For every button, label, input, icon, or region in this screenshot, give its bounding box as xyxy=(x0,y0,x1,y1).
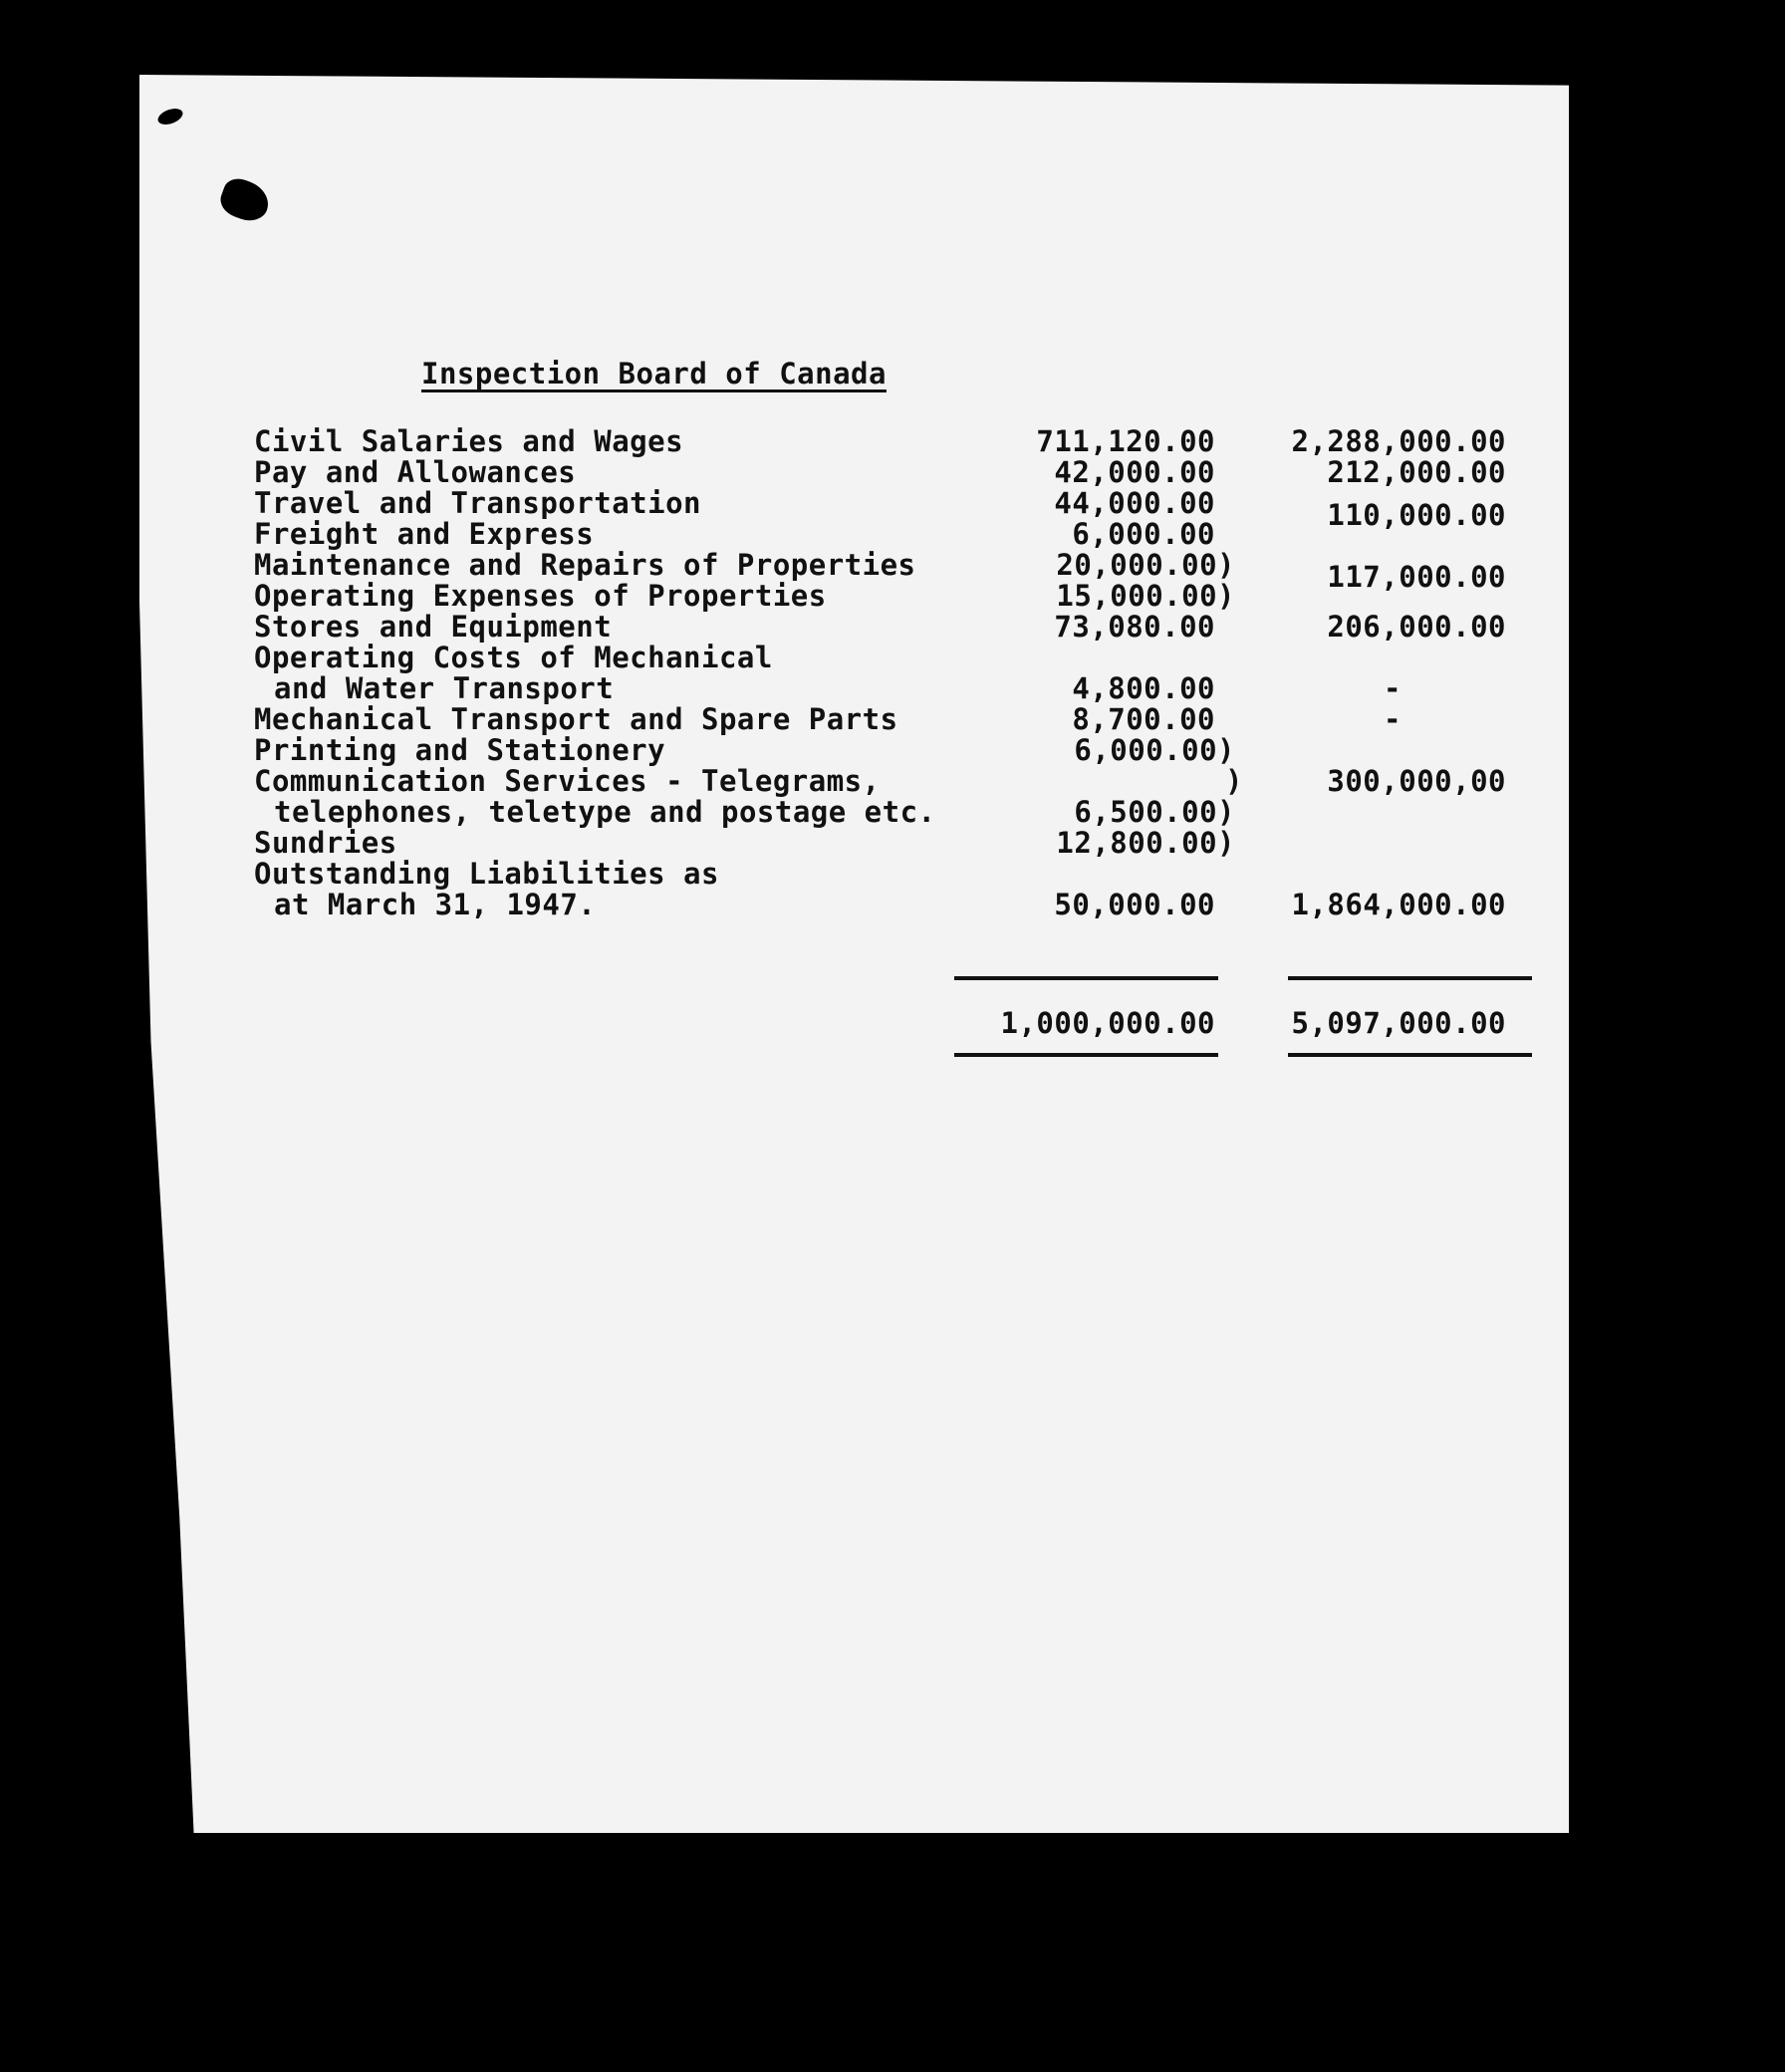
amount-col2: 2,288,000.00 xyxy=(1291,424,1506,458)
amount-col2: 300,000,00 xyxy=(1327,764,1506,798)
row-label: at March 31, 1947. xyxy=(274,888,597,921)
row-label: telephones, teletype and postage etc. xyxy=(274,795,936,829)
amount-col1: 73,080.00 xyxy=(1054,610,1215,644)
row-label: Freight and Express xyxy=(254,517,595,551)
amount-col1: 50,000.00 xyxy=(1054,888,1215,921)
document-title: Inspection Board of Canada xyxy=(421,357,887,390)
row-label: Mechanical Transport and Spare Parts xyxy=(254,702,898,736)
amount-col1: 15,000.00) xyxy=(1056,579,1235,613)
total-col2: 5,097,000.00 xyxy=(1291,1006,1506,1040)
amount-col2: 110,000.00 xyxy=(1327,498,1506,532)
amount-col1: 6,000.00 xyxy=(1072,517,1215,551)
amount-col2: 206,000.00 xyxy=(1327,610,1506,644)
row-label: Maintenance and Repairs of Properties xyxy=(254,548,916,582)
row-label: Communication Services - Telegrams, xyxy=(254,764,881,798)
subtotal-rule-col1 xyxy=(954,976,1218,980)
amount-col1: 711,120.00 xyxy=(1036,424,1215,458)
row-label: Travel and Transportation xyxy=(254,486,701,520)
amount-col2: 1,864,000.00 xyxy=(1291,888,1506,921)
row-label: Operating Costs of Mechanical xyxy=(254,641,773,674)
row-label: and Water Transport xyxy=(274,671,615,705)
row-label: Stores and Equipment xyxy=(254,610,613,644)
amount-col1: 44,000.00 xyxy=(1054,486,1215,520)
row-label: Sundries xyxy=(254,826,397,860)
amount-col1: 6,500.00) xyxy=(1074,795,1235,829)
amount-col1: 12,800.00) xyxy=(1056,826,1235,860)
amount-col2: 212,000.00 xyxy=(1327,455,1506,489)
row-label: Operating Expenses of Properties xyxy=(254,579,827,613)
amount-col1: 20,000.00) xyxy=(1056,548,1235,582)
amount-col2: 117,000.00 xyxy=(1327,560,1506,594)
amount-col2: - xyxy=(1384,671,1402,705)
amount-col1: 4,800.00 xyxy=(1072,671,1215,705)
total-rule-col1 xyxy=(954,1053,1218,1057)
total-rule-col2 xyxy=(1288,1053,1532,1057)
amount-col1: 42,000.00 xyxy=(1054,455,1215,489)
amount-col1: 8,700.00 xyxy=(1072,702,1215,736)
row-label: Civil Salaries and Wages xyxy=(254,424,684,458)
subtotal-rule-col2 xyxy=(1288,976,1532,980)
amount-col1: 6,000.00) xyxy=(1074,733,1235,767)
total-col1: 1,000,000.00 xyxy=(1000,1006,1215,1040)
bracket-mark: ) xyxy=(1225,764,1243,798)
amount-col2: - xyxy=(1384,702,1402,736)
document-page xyxy=(139,75,1569,1833)
row-label: Printing and Stationery xyxy=(254,733,666,767)
row-label: Pay and Allowances xyxy=(254,455,577,489)
row-label: Outstanding Liabilities as xyxy=(254,857,719,891)
